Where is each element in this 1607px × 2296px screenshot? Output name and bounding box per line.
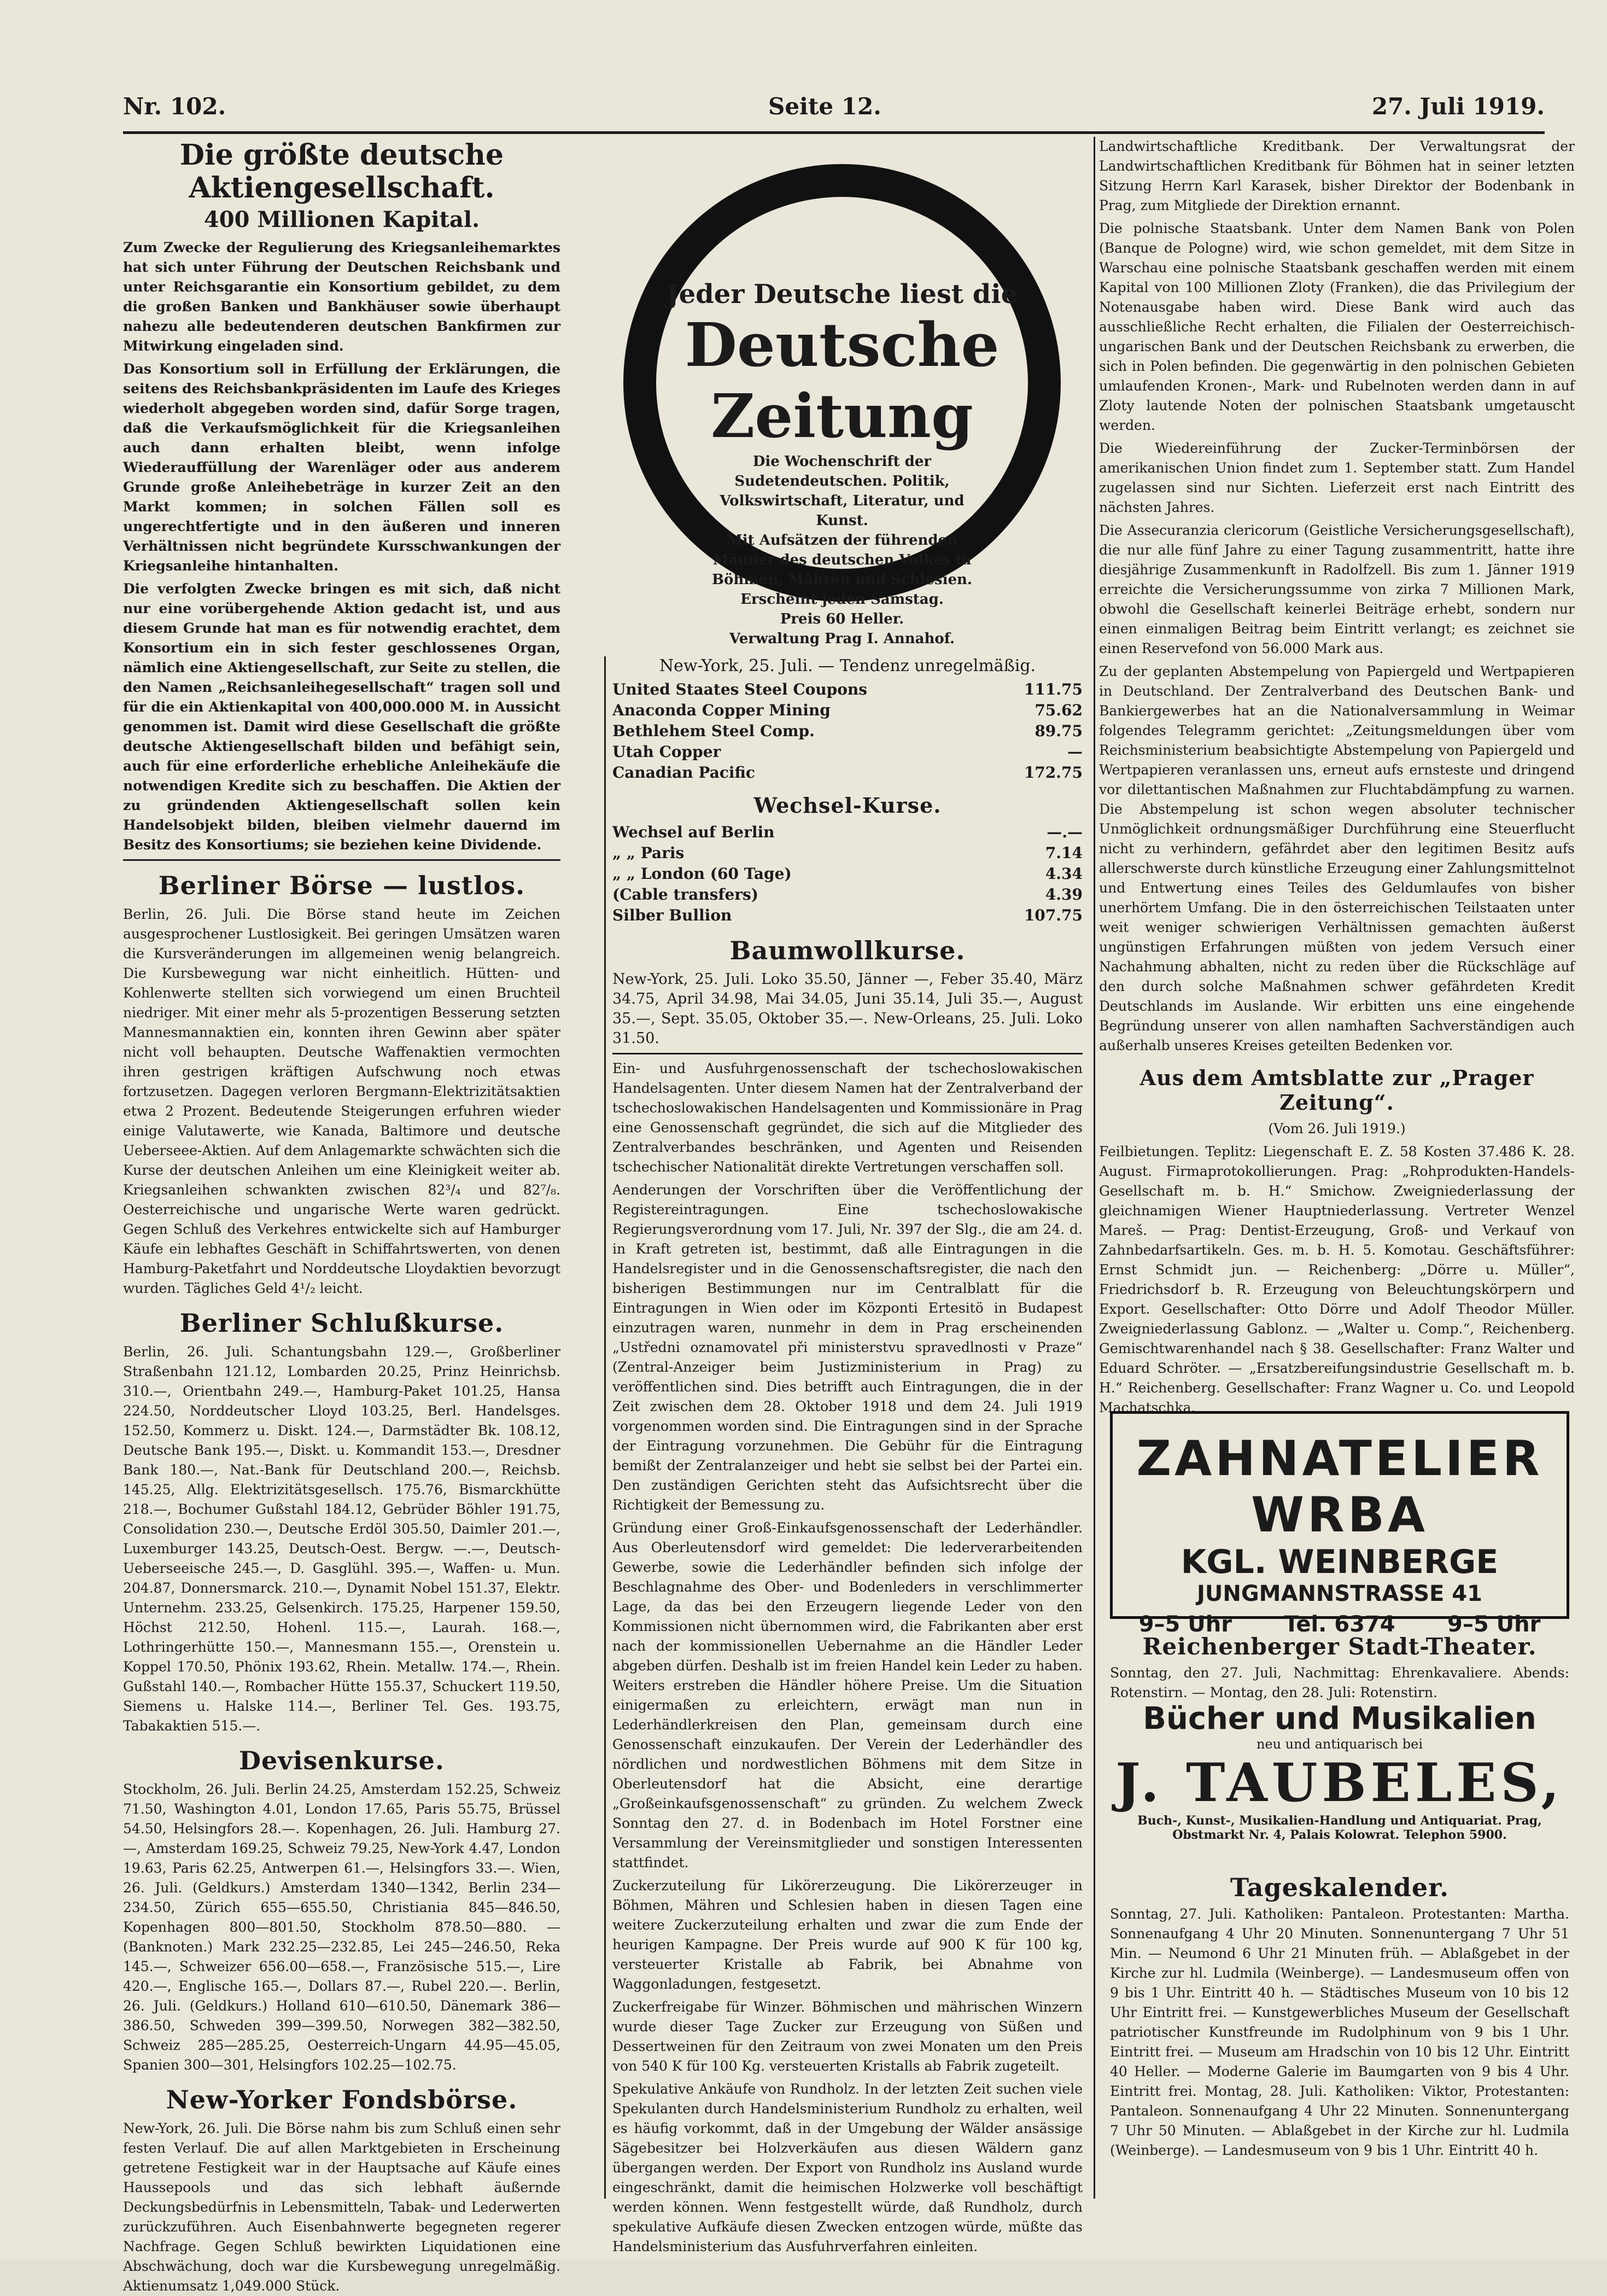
middle-column xyxy=(612,656,1083,2254)
quote-name: Anaconda Copper Mining xyxy=(612,701,831,719)
article-paragraph: Die polnische Staatsbank. Unter dem Namen Bank von Polen (Banque de Pologne) wird, wie schon gemeldet, mit dem Sitze in Warschau eine polnische Staatsbank geschaffen werden mit einem Kapital von 100 Millionen Zloty (Franken), die das Privilegium der Notenausgabe haben wird. Diese Bank wird auch das ausschließliche Recht erhalten, die Filialen der Oesterreichisch-ungarischen Bank und der Deutschen Reichsbank zu erwerben, die sich in Polen befinden. Die gegenwärtig in den polnischen Gebieten umlaufenden Kronen-, Mark- und Rubelnoten werden dann in auf Zloty lautende Noten der polnischen Staatsbank umgetauscht werden. xyxy=(1099,220,1575,433)
quote-name: Utah Copper xyxy=(612,743,721,761)
quote-name: Bethlehem Steel Comp. xyxy=(612,722,815,740)
taubeles-books-advertisement xyxy=(1110,1701,1569,1842)
column-rule-left xyxy=(604,656,606,2199)
article-paragraph: Landwirtschaftliche Kreditbank. Der Verwaltungsrat der Landwirtschaftlichen Kreditbank für Böhmen hat in seiner letzten Sitzung Herrn Karl Karasek, bisher Direktor der Bodenbank in Prag, zum Mitgliede der Direktion ernannt. xyxy=(1099,138,1575,213)
quote-row xyxy=(612,864,1083,884)
ad-subtitle: neu und antiquarisch bei xyxy=(1256,1736,1423,1752)
quote-value: 111.75 xyxy=(1024,680,1083,698)
ad-line: Mit Aufsätzen der führenden Männer des deutschen Volkes in Böhmen, Mähren und Schlesien. xyxy=(712,532,972,588)
quote-name: „ „ London (60 Tage) xyxy=(612,865,792,883)
ad-title: ZAHNATELIER WRBA xyxy=(1136,1430,1543,1543)
left-column xyxy=(123,137,560,2294)
issue-number: Nr. 102. xyxy=(123,93,226,120)
exchange-rates-list xyxy=(612,822,1083,926)
article-paragraph: Ein- und Ausfuhrgenossenschaft der tschechoslowakischen Handelsagenten. Unter diesem Namen hat der Zentralverband der tschechoslowakischen Handelsagenten und Kommissionäre in Prag eine Genossenschaft gegründet, die sich auf die Mitglieder des Zentralverbandes beschränken, und Agenten und Reisenden tschechischer Nationalität direkte Vertretungen verschaffen soll. xyxy=(612,1060,1083,1175)
quote-row xyxy=(612,905,1083,926)
ad-title: Bücher und Musikalien xyxy=(1143,1701,1536,1736)
ad-name: J. TAUBELES, xyxy=(1115,1752,1564,1814)
quote-row xyxy=(612,700,1083,721)
article-paragraph: Zu der geplanten Abstempelung von Papiergeld und Wertpapieren in Deutschland. Der Zentralverband des Deutschen Bank- und Bankiergewerbes hat an die Nationalversammlung in Weimar folgendes Telegramm gerichtet: „Zeitungsmeldungen über vom Reichsministerium beabsichtigte Abstempelung von Papiergeld und Wertpapieren veranlassen uns, erneut aufs ernsteste und dringend vor dilettantischen Maßnahmen zur Fluchtabdämpfung zu warnen. Die Abstempelung ist schon wegen absoluter technischer Unmöglichkeit ordnungsmäßiger Durchführung eine Steuerflucht nicht zu verhindern, gefährdet aber den legitimen Besitz aufs allerschwerste durch künstliche Erzeugung einer Zahlungsmittelnot und Entwertung eines Teiles des Geldumlaufes von bisher unerhörtem Umfang. Die in den österreichischen Teilstaaten unter weit weniger schwierigen Verhältnissen gemachten äußerst ungünstigen Erfahrungen müßten von jedem Versuch einer Nachahmung abhalten, nicht zu reden über die Rückschläge auf den durch solche Maßnahmen schwer gefährdeten Kredit Deutschlands im Auslande. Wir erbitten uns eine eingehende Begründung unserer von allen namhaften Sachverständigen auch außerhalb unseres Kreises geteilten Bedenken vor. xyxy=(1099,663,1575,1053)
section-title: Reichenberger Stadt-Theater. xyxy=(1142,1633,1537,1660)
article-paragraph: Berlin, 26. Juli. Die Börse stand heute im Zeichen ausgesprochener Lustlosigkeit. Bei geringen Umsätzen waren die Kursveränderungen im allgemeinen wenig belangreich. Die Kursbewegung war nicht einheitlich. Hütten- und Kohlenwerte stellten sich vorwiegend um einen Bruchteil niedriger. Mit einer mehr als 5-prozentigen Besserung setzten Mannesmannaktien ein, konnten ihren Gewinn aber später nicht voll behaupten. Deutsche Waffenaktien vermochten ihren gestrigen kräftigen Aufschwung noch etwas fortzusetzen. Dagegen verloren Bergmann-Elektrizitätsaktien etwa 2 Prozent. Bedeutende Steigerungen erfuhren wieder einige Valutawerte, wie Kanada, Baltimore und deutsche Ueberseee-Aktien. Auf dem Anlagemarkte schwächten sich die Kurse der deutschen Anleihen um eine Kleinigkeit weiter ab. Kriegsanleihen schwankten zwischen 82³/₄ und 82⁷/₈. Oesterreichische und ungarische Werte waren gedrückt. Gegen Schluß des Verkehres entwickelte sich auf Hamburger Käufe ein lebhaftes Geschäft in Schiffahrtswerten, von denen Hamburg-Paketfahrt und Norddeutsche Lloydaktien bevorzugt wurden. Tägliches Geld 4¹/₂ leicht. xyxy=(123,906,560,1296)
quote-value: 75.62 xyxy=(1035,701,1083,719)
article-headline: Die größte deutsche Aktiengesellschaft. xyxy=(179,138,504,205)
quote-name: Wechsel auf Berlin xyxy=(612,823,775,841)
column-rule-right xyxy=(1094,137,1095,2199)
divider xyxy=(123,859,560,861)
daily-calendar xyxy=(1110,1870,1569,2199)
article-paragraph: Die Wiedereinführung der Zucker-Terminbörsen der amerikanischen Union findet zum 1. September statt. Zum Handel zugelassen sind nur Sichten. Lieferzeit erst nach Eintritt des nächsten Jahres. xyxy=(1099,440,1575,515)
page-number: Seite 12. xyxy=(768,93,881,120)
section-title: Baumwollkurse. xyxy=(729,936,966,965)
stock-quotes-list xyxy=(612,679,1083,783)
article-paragraph: Berlin, 26. Juli. Schantungsbahn 129.—, Großberliner Straßenbahn 121.12, Lombarden 20.25, Prinz Heinrichsb. 310.—, Orientbahn 249.—, Hamburg-Paket 101.25, Hansa 224.50, Norddeutscher Lloyd 103.25, Berl. Handelsges. 152.50, Kommerz u. Diskt. 124.—, Darmstädter Bk. 108.12, Deutsche Bank 195.—, Diskt. u. Kommandit 153.—, Dresdner Bank 180.—, Nat.-Bank für Deutschland 200.—, Reichsb. 145.25, Allg. Elektrizitätsgesellsch. 175.76, Bismarckhütte 218.—, Bochumer Gußstahl 184.12, Gebrüder Böhler 191.75, Consolidation 230.—, Deutsche Erdöl 305.50, Daimler 201.—, Luxemburger 143.25, Deutsch-Oest. Bergw. —.—, Deutsch-Ueberseeische 245.—, D. Gasglühl. 395.—, Waffen- u. Mun. 204.87, Donnersmarck. 210.—, Dynamit Nobel 151.37, Elektr. Unternehm. 233.25, Gelsenkirch. 175.25, Harpener 159.50, Höchst 212.50, Hohenl. 115.—, Laurah. 168.—, Lothringerhütte 150.—, Mannesmann 155.—, Orenstein u. Koppel 170.50, Phönix 193.62, Rhein. Metallw. 174.—, Rhein. Gußstahl 140.—, Rombacher Hütte 155.37, Schuckert 119.50, Siemens u. Halske 114.—, Berliner Tel. Ges. 193.75, Tabakaktien 515.—. xyxy=(123,1344,560,1734)
article-paragraph: Zuckerfreigabe für Winzer. Böhmischen und mährischen Winzern wurde dieser Tage Zucker zur Erzeugung von Süßen und Dessertweinen für den Zeitraum von zwei Monaten um den Preis von 540 K für 100 Kg. versteuerten Kristalls ab Fabrik zugeteilt. xyxy=(612,1999,1083,2074)
ad-line: Erscheint jeden Samstag. xyxy=(740,591,944,608)
article-paragraph: Stockholm, 26. Juli. Berlin 24.25, Amsterdam 152.25, Schweiz 71.50, Washington 4.01, London 17.65, Paris 55.75, Brüssel 54.50, Helsingfors 28.—. Kopenhagen, 26. Juli. Hamburg 27.—, Amsterdam 169.25, Schweiz 79.25, New-York 4.47, London 19.63, Paris 62.25, Antwerpen 61.—, Helsingfors 33.—. Wien, 26. Juli. (Geldkurs.) Amsterdam 1340—1342, Berlin 234—234.50, Zürich 655—655.50, Christiania 845—846.50, Kopenhagen 800—801.50, Stockholm 878.50—880. — (Banknoten.) Mark 232.25—232.85, Lei 245—246.50, Reka 145.—, Schweizer 656.00—658.—, Französische 515.—, Lire 420.—, Englische 165.—, Dollars 87.—, Rubel 220.—. Berlin, 26. Juli. (Geldkurs.) Holland 610—610.50, Dänemark 386—386.50, Schweden 399—399.50, Norwegen 382—382.50, Schweiz 285—285.25, Oesterreich-Ungarn 44.95—45.05, Spanien 300—301, Helsingfors 102.25—102.75. xyxy=(123,1781,560,2073)
quote-name: United Staates Steel Coupons xyxy=(612,680,868,698)
article-intro: Zum Zwecke der Regulierung des Kriegsanleihemarktes hat sich unter Führung der Deutschen Reichsbank und unter Reichsgarantie ein Konsortium gebildet, zu dem die großen Banken und Bankhäuser sowie überhaupt nahezu alle bedeutenderen deutschen Bankfirmen zur Mitwirkung eingeladen sind. xyxy=(123,240,560,354)
article-paragraph: Zuckerzuteilung für Likörerzeugung. Die Likörerzeuger in Böhmen, Mähren und Schlesien haben in diesen Tagen eine weitere Zuckerzuteilung erhalten und zwar die zum Ende der heurigen Kampagne. Der Preis wurde auf 900 K für 100 kg, versteuerter Kristalle ab Fabrik, bei Abnahme von Waggonladungen, festgesetzt. xyxy=(612,1878,1083,1992)
quote-value: 4.34 xyxy=(1045,865,1083,883)
page-header xyxy=(123,88,1545,131)
quote-name: Canadian Pacific xyxy=(612,764,755,782)
quote-name: „ „ Paris xyxy=(612,844,685,862)
ad-hours: 9–5 Uhr xyxy=(1447,1612,1541,1637)
quote-row xyxy=(612,762,1083,783)
ad-line: Die Wochenschrift der Sudetendeutschen. Politik, Volkswirtschaft, Literatur, und Kunst. xyxy=(720,453,965,529)
article-paragraph: New-York, 25. Juli. Loko 35.50, Jänner —, Feber 35.40, März 34.75, April 34.98, Mai 34.05, Juni 35.14, Juli 35.—, August 35.—, Sept. 35.05, Oktober 35.—. New-Orleans, 25. Juli. Loko 31.50. xyxy=(612,971,1083,1047)
quotes-title: New-York, 25. Juli. — Tendenz unregelmäßig. xyxy=(659,656,1036,675)
issue-date: 27. Juli 1919. xyxy=(1371,93,1545,120)
quote-value: 7.14 xyxy=(1045,844,1083,862)
quote-name: Silber Bullion xyxy=(612,906,732,924)
quote-value: — xyxy=(1067,743,1083,761)
ad-detail: Buch-, Kunst-, Musikalien-Handlung und Antiquariat. Prag, Obstmarkt Nr. 4, Palais Kolowrat. Telephon 5900. xyxy=(1137,1814,1542,1842)
section-title: Tageskalender. xyxy=(1230,1873,1450,1902)
article-paragraph: Aenderungen der Vorschriften über die Veröffentlichung der Registereintragungen. Eine tschechoslowakische Regierungsverordnung vom 17. Juli, Nr. 397 der Slg., die am 24. d. in Kraft getreten ist, bestimmt, daß alle Eintragungen in die Handelsregister und in die Genossenschaftsregister, die nach den bisherigen Bestimmungen nur im Centralblatt für die Eintragungen in Wien oder im Központi Ertesitö in Budapest einzutragen waren, nunmehr in dem in Prag erscheinenden „Ustředni oznamovatel při ministerstvu spravedlnosti v Praze“ (Zentral-Anzeiger beim Justizministerium in Prag) zu veröffentlichen sind. Dies betrifft auch Eintragungen, die in der Zeit zwischen dem 28. Oktober 1918 und dem 24. Juli 1919 vorgenommen worden sind. Die Eintragungen sind in der Sprache der Eintragung vorzunehmen. Die Gebühr für die Eintragung bemißt der Zentralanzeiger und hebt sie selbst bei der Partei ein. Den zuständigen Gerichten steht das Aufsichtsrecht über die Richtigkeit der Bemessung zu. xyxy=(612,1182,1083,1513)
article-paragraph: Sonntag, 27. Juli. Katholiken: Pantaleon. Protestanten: Martha. Sonnenaufgang 4 Uhr 20 Minuten. Sonnenuntergang 7 Uhr 51 Min. — Neumond 6 Uhr 21 Minuten früh. — Ablaßgebet in der Kirche zur hl. Ludmila (Weinberge). — Landesmuseum offen von 9 bis 1 Uhr. Eintritt 40 h. — Städtisches Museum von 10 bis 12 Uhr Eintritt frei. — Kunstgewerbliches Museum der Gesellschaft patriotischer Kunstfreunde im Rudolphinum von 9 bis 1 Uhr. Eintritt frei. — Museum am Hradschin von 10 bis 12 Uhr. Eintritt 40 Heller. — Moderne Galerie im Baumgarten von 9 bis 4 Uhr. Eintritt frei. Montag, 28. Juli. Katholiken: Viktor, Protestanten: Pantaleon. Sonnenaufgang 4 Uhr 22 Minuten. Sonnenuntergang 7 Uhr 50 Minuten. — Ablaßgebet in der Kirche zur hl. Ludmila (Weinberge). — Landesmuseum von 9 bis 1 Uhr. Eintritt 40 h. xyxy=(1110,1906,1569,2158)
zahnatelier-wrba-advertisement xyxy=(1110,1411,1569,1637)
section-title: New-Yorker Fondsbörse. xyxy=(166,2085,518,2114)
ad-line: Jeder Deutsche liest die xyxy=(666,279,1018,310)
quote-row xyxy=(612,822,1083,843)
quote-row xyxy=(612,884,1083,905)
ad-street: JUNGMANNSTRASSE 41 xyxy=(1197,1581,1482,1606)
quote-value: 89.75 xyxy=(1035,722,1083,740)
ad-title: Deutsche Zeitung xyxy=(685,310,1000,451)
section-title: Devisenkurse. xyxy=(239,1746,445,1775)
article-paragraph: Die Assecuranzia clericorum (Geistliche Versicherungsgesellschaft), die nur alle fünf Jahre zu einer Tagung zusammentritt, hatte ihre diesjährige Zusammenkunft in Radolfzell. Bis zum 1. Jänner 1919 erreichte die Versicherungssumme von zirka 7 Millionen Mark, obwohl die Gesellschaft keinerlei Beiträge erhebt, sondern nur einen einmaligen Beitrag beim Eintritt verlangt; es zeichnet sie einen Reservefond von 56.000 Mark aus. xyxy=(1099,522,1575,656)
ad-price: Preis 60 Heller. xyxy=(780,611,904,627)
quote-row xyxy=(612,679,1083,700)
quote-value: 107.75 xyxy=(1024,906,1083,924)
quote-row xyxy=(612,721,1083,742)
ad-hours: 9–5 Uhr xyxy=(1138,1612,1232,1637)
quote-name: (Cable transfers) xyxy=(612,885,759,904)
quote-row xyxy=(612,742,1083,762)
quote-value: 172.75 xyxy=(1024,764,1083,782)
article-subhead: 400 Millionen Kapital. xyxy=(203,207,480,232)
quote-value: 4.39 xyxy=(1045,885,1083,904)
section-title: Berliner Schlußkurse. xyxy=(179,1308,504,1338)
section-title: Berliner Börse — lustlos. xyxy=(158,871,525,900)
quote-value: —.— xyxy=(1047,823,1083,841)
ad-address: Verwaltung Prag I. Annahof. xyxy=(729,631,955,647)
header-rule xyxy=(123,131,1545,134)
theater-notice xyxy=(1110,1630,1569,1701)
article-paragraph: Sonntag, den 27. Juli, Nachmittag: Ehrenkavaliere. Abends: Rotenstirn. — Montag, den 28. Juli: Rotenstirn. xyxy=(1110,1665,1569,1700)
divider xyxy=(612,1053,1083,1054)
ad-telephone: Tel. 6374 xyxy=(1284,1612,1395,1637)
right-column-top xyxy=(1099,137,1575,1415)
section-date: (Vom 26. Juli 1919.) xyxy=(1268,1121,1406,1137)
deutsche-zeitung-advertisement xyxy=(623,164,1061,647)
quote-row xyxy=(612,843,1083,864)
article-paragraph: Die verfolgten Zwecke bringen es mit sich, daß nicht nur eine vorübergehende Aktion gedacht ist, und aus diesem Grunde hat man es für notwendig erachtet, dem Konsortium ein in sich fester geschlossenes Organ, nämlich eine Aktiengesellschaft, zur Seite zu stellen, die den Namen „Reichsanleihegesellschaft“ tragen soll und für die ein Aktienkapital von 400,000.000 M. in Aussicht genommen ist. Damit wird diese Gesellschaft die größte deutsche Aktiengesellschaft bilden und befähigt sein, auch für eine erforderliche erhebliche Anleihekäufe die notwendigen Kredite sich zu beschaffen. Die Aktien der zu gründenden Aktiengesellschaft sollen kein Handelsobjekt bilden, bleiben vielmehr dauernd im Besitz des Konsortiums; sie beziehen keine Dividende. xyxy=(123,581,560,853)
ad-place: KGL. WEINBERGE xyxy=(1181,1543,1499,1581)
section-title: Aus dem Amtsblatte zur „Prager Zeitung“. xyxy=(1139,1065,1534,1115)
article-paragraph: Das Konsortium soll in Erfüllung der Erklärungen, die seitens des Reichsbankpräsidenten im Laufe des Krieges wiederholt abgegeben worden sind, dafür Sorge tragen, daß die Verkaufsmöglichkeit für die Kriegsanleihen auch dann erhalten bleibt, wenn infolge Wiederauffüllung der Warenläger oder aus anderem Grunde große Anleihebeträge in kurzer Zeit an den Markt kommen; in solchen Fällen soll es ungerechtfertigte und in den äußeren und inneren Verhältnissen nicht begründete Kursschwankungen der Kriegsanleihe hintanhalten. xyxy=(123,361,560,574)
article-paragraph: Gründung einer Groß-Einkaufsgenossenschaft der Lederhändler. Aus Oberleutensdorf wird gemeldet: Die lederverarbeitenden Gewerbe, sowie die Lederhändler befinden sich infolge der Beschlagnahme des Ober- und Bodenleders in verschlimmerter Lage, da das bei den Erzeugern liegende Leder von den Kommissionen nicht übernommen wird, die Fabrikanten aber erst nach der kommissionellen Uebernahme an die Händler Leder abgeben dürfen. Deshalb ist im freien Handel kein Leder zu haben. Weiters erstreben die Händler höhere Preise. Um die Situation einigermaßen zu erleichtern, erwägt man nun in Lederhändlerkreisen den Plan, gemeinsam durch eine Genossenschaft einzukaufen. Der Verein der Lederhändler des nördlichen und nordwestlichen Böhmens mit dem Sitze in Oberleutensdorf hat die Absicht, eine derartige „Großeinkaufsgenossenschaft“ zu gründen. Zu welchem Zweck Sonntag den 27. d. in Bodenbach im Hotel Forstner eine Versammlung der Vereinsmitglieder und sonstigen Interessenten stattfindet. xyxy=(612,1520,1083,1870)
article-paragraph: New-York, 26. Juli. Die Börse nahm bis zum Schluß einen sehr festen Verlauf. Die auf allen Marktgebieten in Erscheinung getretene Festigkeit war in der Hauptsache auf Käufe eines Haussepools und das sich lebhaft äußernde Deckungsbedürfnis in Lebensmitteln, Tabak- und Lederwerten zurückzuführen. Auch Eisenbahnwerte begegneten regerer Nachfrage. Gegen Schluß bewirkten Liquidationen eine Abschwächung, doch war die Kursbewegung unregelmäßig. Aktienumsatz 1,049.000 Stück. xyxy=(123,2120,560,2294)
article-paragraph: Spekulative Ankäufe von Rundholz. In der letzten Zeit suchen viele Spekulanten durch Handelsministerium Rundholz zu erhalten, weil es häufig vorkommt, daß in der Umgebung der Wälder ansässige Sägebesitzer bei Holzverkäufen aus diesen Wäldern ganz übergangen werden. Der Export von Rundholz ins Ausland wurde eingeschränkt, damit die heimischen Holzwerke voll beschäftigt werden können. Wenn festgestellt würde, daß Rundholz, durch spekulative Aufkäufe diesen Zwecken entzogen würde, müßte das Handelsministerium das Ausfuhrverfahren einleiten. xyxy=(612,2081,1083,2254)
article-paragraph: Feilbietungen. Teplitz: Liegenschaft E. Z. 58 Kosten 37.486 K. 28. August. Firmaprotokollierungen. Prag: „Rohprodukten-Handels-Gesellschaft m. b. H.“ Smichow. Zweigniederlassung der gleichnamigen Wiener Hauptniederlassung. Vertreter Wenzel Mareš. — Prag: Dentist-Erzeugung, Groß- und Verkauf von Zahnbedarfsartikeln. Ges. m. b. H. 5. Komotau. Geschäftsführer: Ernst Schmidt jun. — Reichenberg: „Dörre u. Müller“, Friedrichsdorf b. R. Erzeugung von Beleuchtungskörpern und Export. Gesellschafter: Otto Dörre und Adolf Theodor Müller. Zweigniederlassung Gablonz. — „Walter u. Comp.“, Reichenberg. Gemischtwarenhandel nach § 38. Gesellschafter: Franz Walter und Eduard Schröter. — „Ersatzbereifungsindustrie Gesellschaft m. b. H.“ Reichenberg. Gesellschafter: Franz Wagner u. Co. und Leopold Machatschka. xyxy=(1099,1144,1575,1415)
section-title: Wechsel-Kurse. xyxy=(753,793,942,818)
